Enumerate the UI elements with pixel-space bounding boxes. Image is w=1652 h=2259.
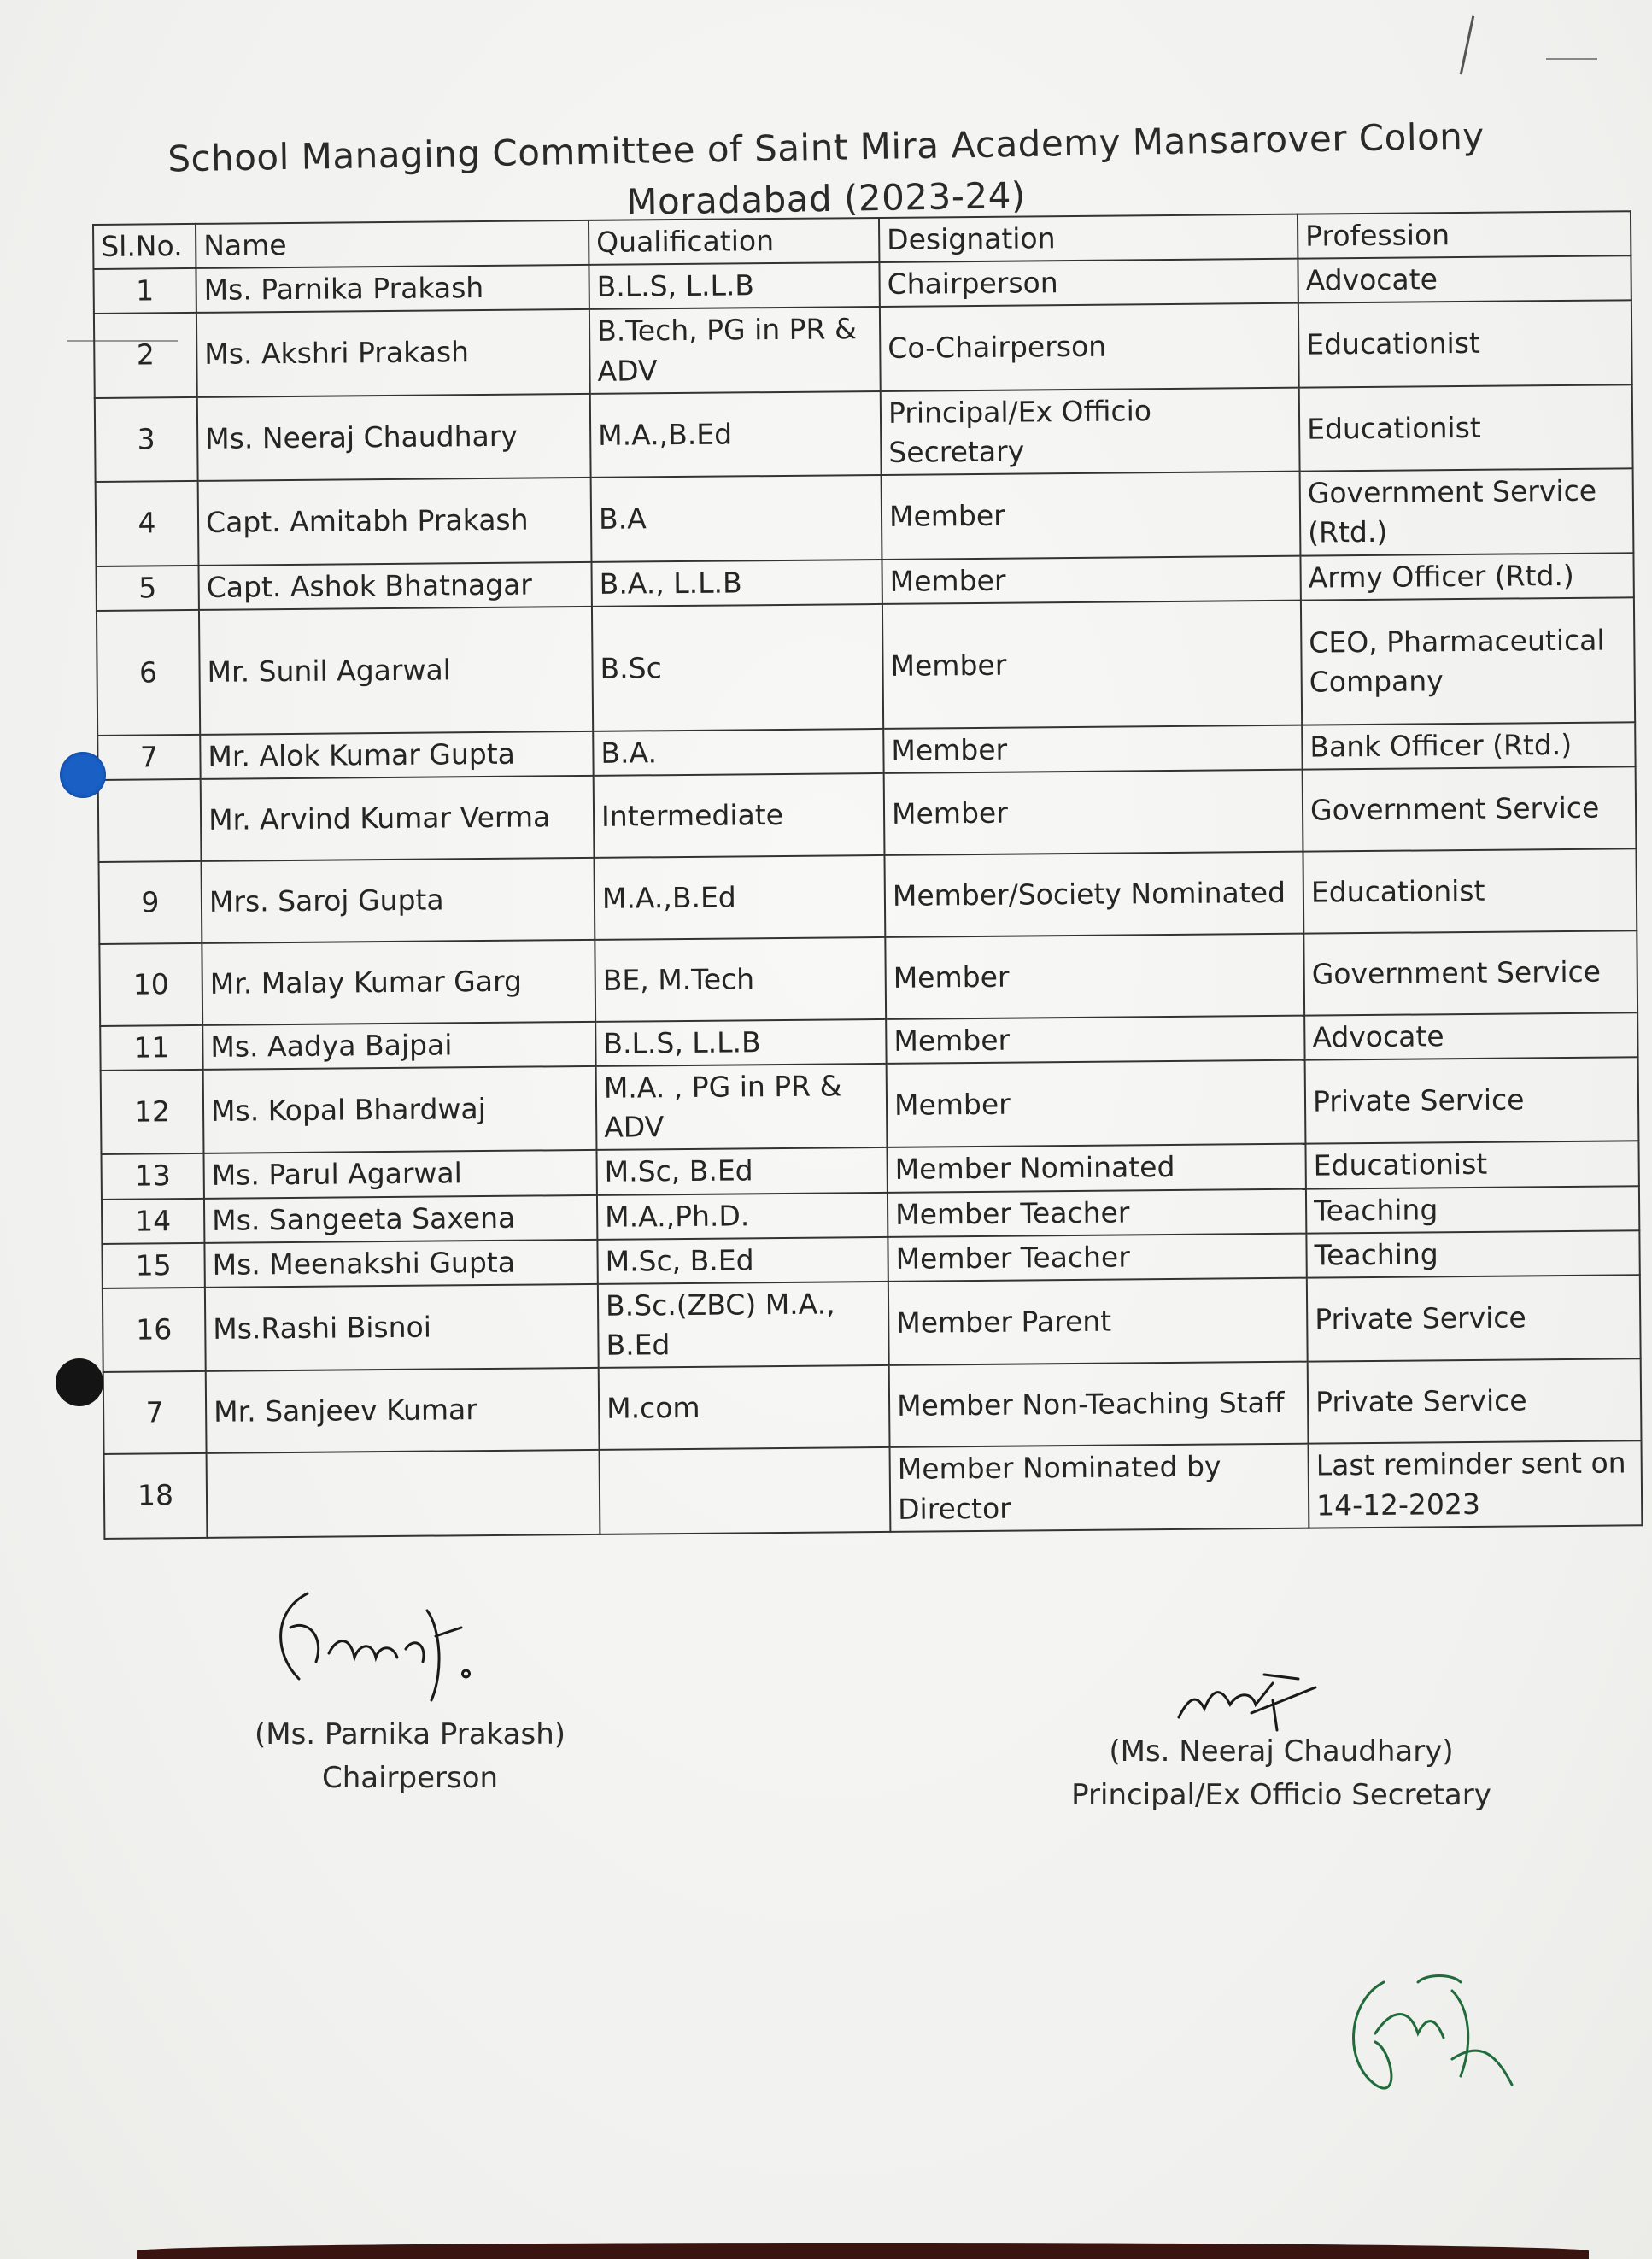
cell-sl: 7 — [103, 1371, 207, 1454]
principal-signature-block — [1051, 1730, 1512, 1817]
cell-qualification: M.A. , PG in PR & ADV — [596, 1064, 888, 1150]
committee-table — [92, 210, 1643, 1539]
cell-profession: Educationist — [1299, 384, 1633, 472]
cell-designation: Member — [882, 555, 1300, 603]
cell-profession: Teaching — [1306, 1230, 1639, 1278]
cell-qualification: B.A. — [593, 729, 883, 776]
cell-sl: 9 — [99, 861, 202, 944]
cell-name: Ms. Sangeeta Saxena — [204, 1195, 597, 1243]
column-header-qualification: Qualification — [589, 218, 879, 265]
table-row — [98, 766, 1637, 862]
cell-name: Ms. Parul Agarwal — [204, 1150, 597, 1198]
cell-profession: Educationist — [1305, 1141, 1638, 1189]
table-row — [103, 1275, 1641, 1372]
cell-sl — [98, 779, 202, 862]
cell-designation: Member — [883, 725, 1302, 772]
cell-profession: Educationist — [1303, 848, 1637, 933]
cell-qualification: M.Sc, B.Ed — [596, 1147, 887, 1194]
cell-profession: Government Service (Rtd.) — [1300, 468, 1634, 555]
cell-sl: 4 — [96, 481, 199, 566]
table-row — [99, 930, 1637, 1026]
table-body — [93, 255, 1642, 1538]
cell-designation: Member Teacher — [888, 1188, 1306, 1236]
column-header-designation: Designation — [879, 214, 1298, 262]
cell-qualification: B.L.S, L.L.B — [595, 1019, 886, 1066]
chairperson-role: Chairperson — [321, 1761, 499, 1795]
cell-qualification: B.Sc.(ZBC) M.A., B.Ed — [598, 1282, 889, 1368]
cell-name: Ms. Akshri Prakash — [196, 309, 590, 396]
cell-designation: Member/Society Nominated — [884, 852, 1303, 937]
cell-designation: Member Non-Teaching Staff — [889, 1362, 1309, 1447]
cell-qualification: M.com — [599, 1365, 890, 1450]
column-header-sl: Sl.No. — [93, 224, 196, 269]
cell-sl: 10 — [99, 943, 202, 1026]
cell-sl: 7 — [97, 735, 200, 780]
table-row — [104, 1441, 1643, 1539]
cell-designation: Co-Chairperson — [880, 303, 1299, 391]
cell-designation: Member — [884, 770, 1303, 855]
cell-sl: 14 — [102, 1199, 204, 1244]
cell-name: Mr. Alok Kumar Gupta — [200, 731, 593, 779]
chairperson-name: (Ms. Parnika Prakash) — [254, 1717, 566, 1751]
cell-profession: Army Officer (Rtd.) — [1300, 553, 1633, 601]
cell-profession: Government Service — [1303, 930, 1637, 1015]
document-title-line1: School Managing Committee of Saint Mira Academy Mansarover Colony — [167, 114, 1485, 180]
cell-sl: 3 — [95, 397, 198, 482]
chairperson-signature-block — [239, 1713, 581, 1800]
table-row — [101, 1057, 1639, 1154]
binding-strip — [137, 2243, 1589, 2259]
punch-hole-black — [56, 1358, 103, 1406]
cell-profession: Advocate — [1304, 1012, 1637, 1060]
cell-name: Ms. Aadya Bajpai — [202, 1022, 595, 1070]
cell-name: Ms. Parnika Prakash — [196, 265, 589, 313]
cell-name: Mr. Malay Kumar Garg — [202, 940, 595, 1025]
principal-name: (Ms. Neeraj Chaudhary) — [1109, 1734, 1454, 1769]
table-row — [96, 468, 1634, 566]
pen-mark — [1546, 58, 1597, 60]
cell-sl: 5 — [96, 565, 198, 610]
table-row — [97, 597, 1635, 736]
cell-name: Mr. Arvind Kumar Verma — [201, 776, 595, 861]
cell-name: Mr. Sanjeev Kumar — [206, 1368, 600, 1453]
cell-qualification: M.A.,B.Ed — [594, 855, 885, 940]
column-header-name: Name — [196, 220, 589, 268]
cell-profession: Private Service — [1308, 1359, 1642, 1444]
cell-profession: Teaching — [1306, 1186, 1639, 1234]
cell-sl: 15 — [102, 1243, 204, 1288]
principal-signature — [1170, 1666, 1324, 1734]
cell-profession: Advocate — [1298, 255, 1631, 303]
cell-sl: 1 — [93, 268, 196, 314]
table-row — [94, 301, 1632, 398]
cell-name — [207, 1450, 600, 1537]
cell-sl: 12 — [101, 1070, 204, 1154]
cell-sl: 2 — [94, 313, 197, 397]
cell-name: Ms. Neeraj Chaudhary — [197, 394, 591, 481]
cell-qualification: B.L.S, L.L.B — [589, 262, 879, 309]
cell-qualification: BE, M.Tech — [595, 937, 886, 1022]
cell-qualification: B.Sc — [592, 604, 883, 731]
cell-qualification: B.A., L.L.B — [591, 559, 882, 606]
cell-name: Ms.Rashi Bisnoi — [205, 1284, 599, 1371]
column-header-profession: Profession — [1298, 211, 1631, 259]
committee-table-wrapper — [92, 210, 1641, 1539]
table-row — [95, 384, 1633, 482]
principal-role: Principal/Ex Officio Secretary — [1071, 1778, 1491, 1812]
cell-name: Mr. Sunil Agarwal — [199, 607, 593, 735]
cell-designation: Member — [886, 1016, 1304, 1064]
cell-profession: Educationist — [1298, 301, 1632, 388]
document-title-line2: Moradabad (2023-24) — [625, 173, 1027, 224]
cell-sl: 6 — [97, 610, 200, 736]
cell-sl: 13 — [102, 1153, 204, 1199]
cell-designation: Chairperson — [879, 259, 1298, 307]
cell-sl: 11 — [100, 1025, 202, 1071]
cell-qualification: B.A — [591, 475, 882, 561]
cell-designation: Member — [882, 472, 1301, 560]
cell-profession: Private Service — [1307, 1275, 1641, 1362]
cell-name: Ms. Kopal Bhardwaj — [203, 1066, 597, 1153]
cell-qualification: Intermediate — [594, 773, 885, 858]
cell-designation: Member — [885, 934, 1304, 1019]
table-row — [99, 848, 1637, 944]
cell-designation: Member Nominated — [887, 1144, 1305, 1192]
cell-profession: CEO, Pharmaceutical Company — [1301, 597, 1635, 725]
cell-profession: Government Service — [1303, 766, 1637, 851]
cell-qualification: M.A.,B.Ed — [590, 391, 882, 478]
cell-profession: Bank Officer (Rtd.) — [1302, 722, 1635, 770]
cell-qualification: M.Sc, B.Ed — [597, 1237, 888, 1284]
cell-name: Capt. Ashok Bhatnagar — [198, 561, 591, 609]
cell-name: Capt. Amitabh Prakash — [198, 478, 592, 565]
punch-hole-blue — [60, 752, 106, 798]
cell-sl: 18 — [104, 1453, 208, 1538]
cell-qualification: B.Tech, PG in PR & ADV — [589, 307, 881, 393]
cell-profession: Private Service — [1305, 1057, 1639, 1144]
cell-designation: Principal/Ex Officio Secretary — [881, 387, 1300, 475]
cell-name: Ms. Meenakshi Gupta — [204, 1240, 597, 1288]
cell-sl: 16 — [103, 1288, 206, 1372]
cell-designation: Member — [882, 600, 1302, 728]
pen-mark — [1460, 15, 1474, 74]
table-row — [103, 1359, 1642, 1455]
cell-name: Mrs. Saroj Gupta — [202, 858, 595, 943]
cell-profession: Last reminder sent on 14-12-2023 — [1309, 1441, 1643, 1528]
cell-designation: Member Teacher — [888, 1233, 1306, 1281]
cell-designation: Member Nominated by Director — [890, 1444, 1309, 1532]
chairperson-signature — [256, 1576, 513, 1705]
green-ink-signature — [1324, 1957, 1529, 2110]
cell-designation: Member — [887, 1060, 1306, 1148]
cell-qualification: M.A.,Ph.D. — [597, 1193, 888, 1240]
cell-qualification — [600, 1447, 891, 1534]
cell-designation: Member Parent — [888, 1278, 1308, 1366]
